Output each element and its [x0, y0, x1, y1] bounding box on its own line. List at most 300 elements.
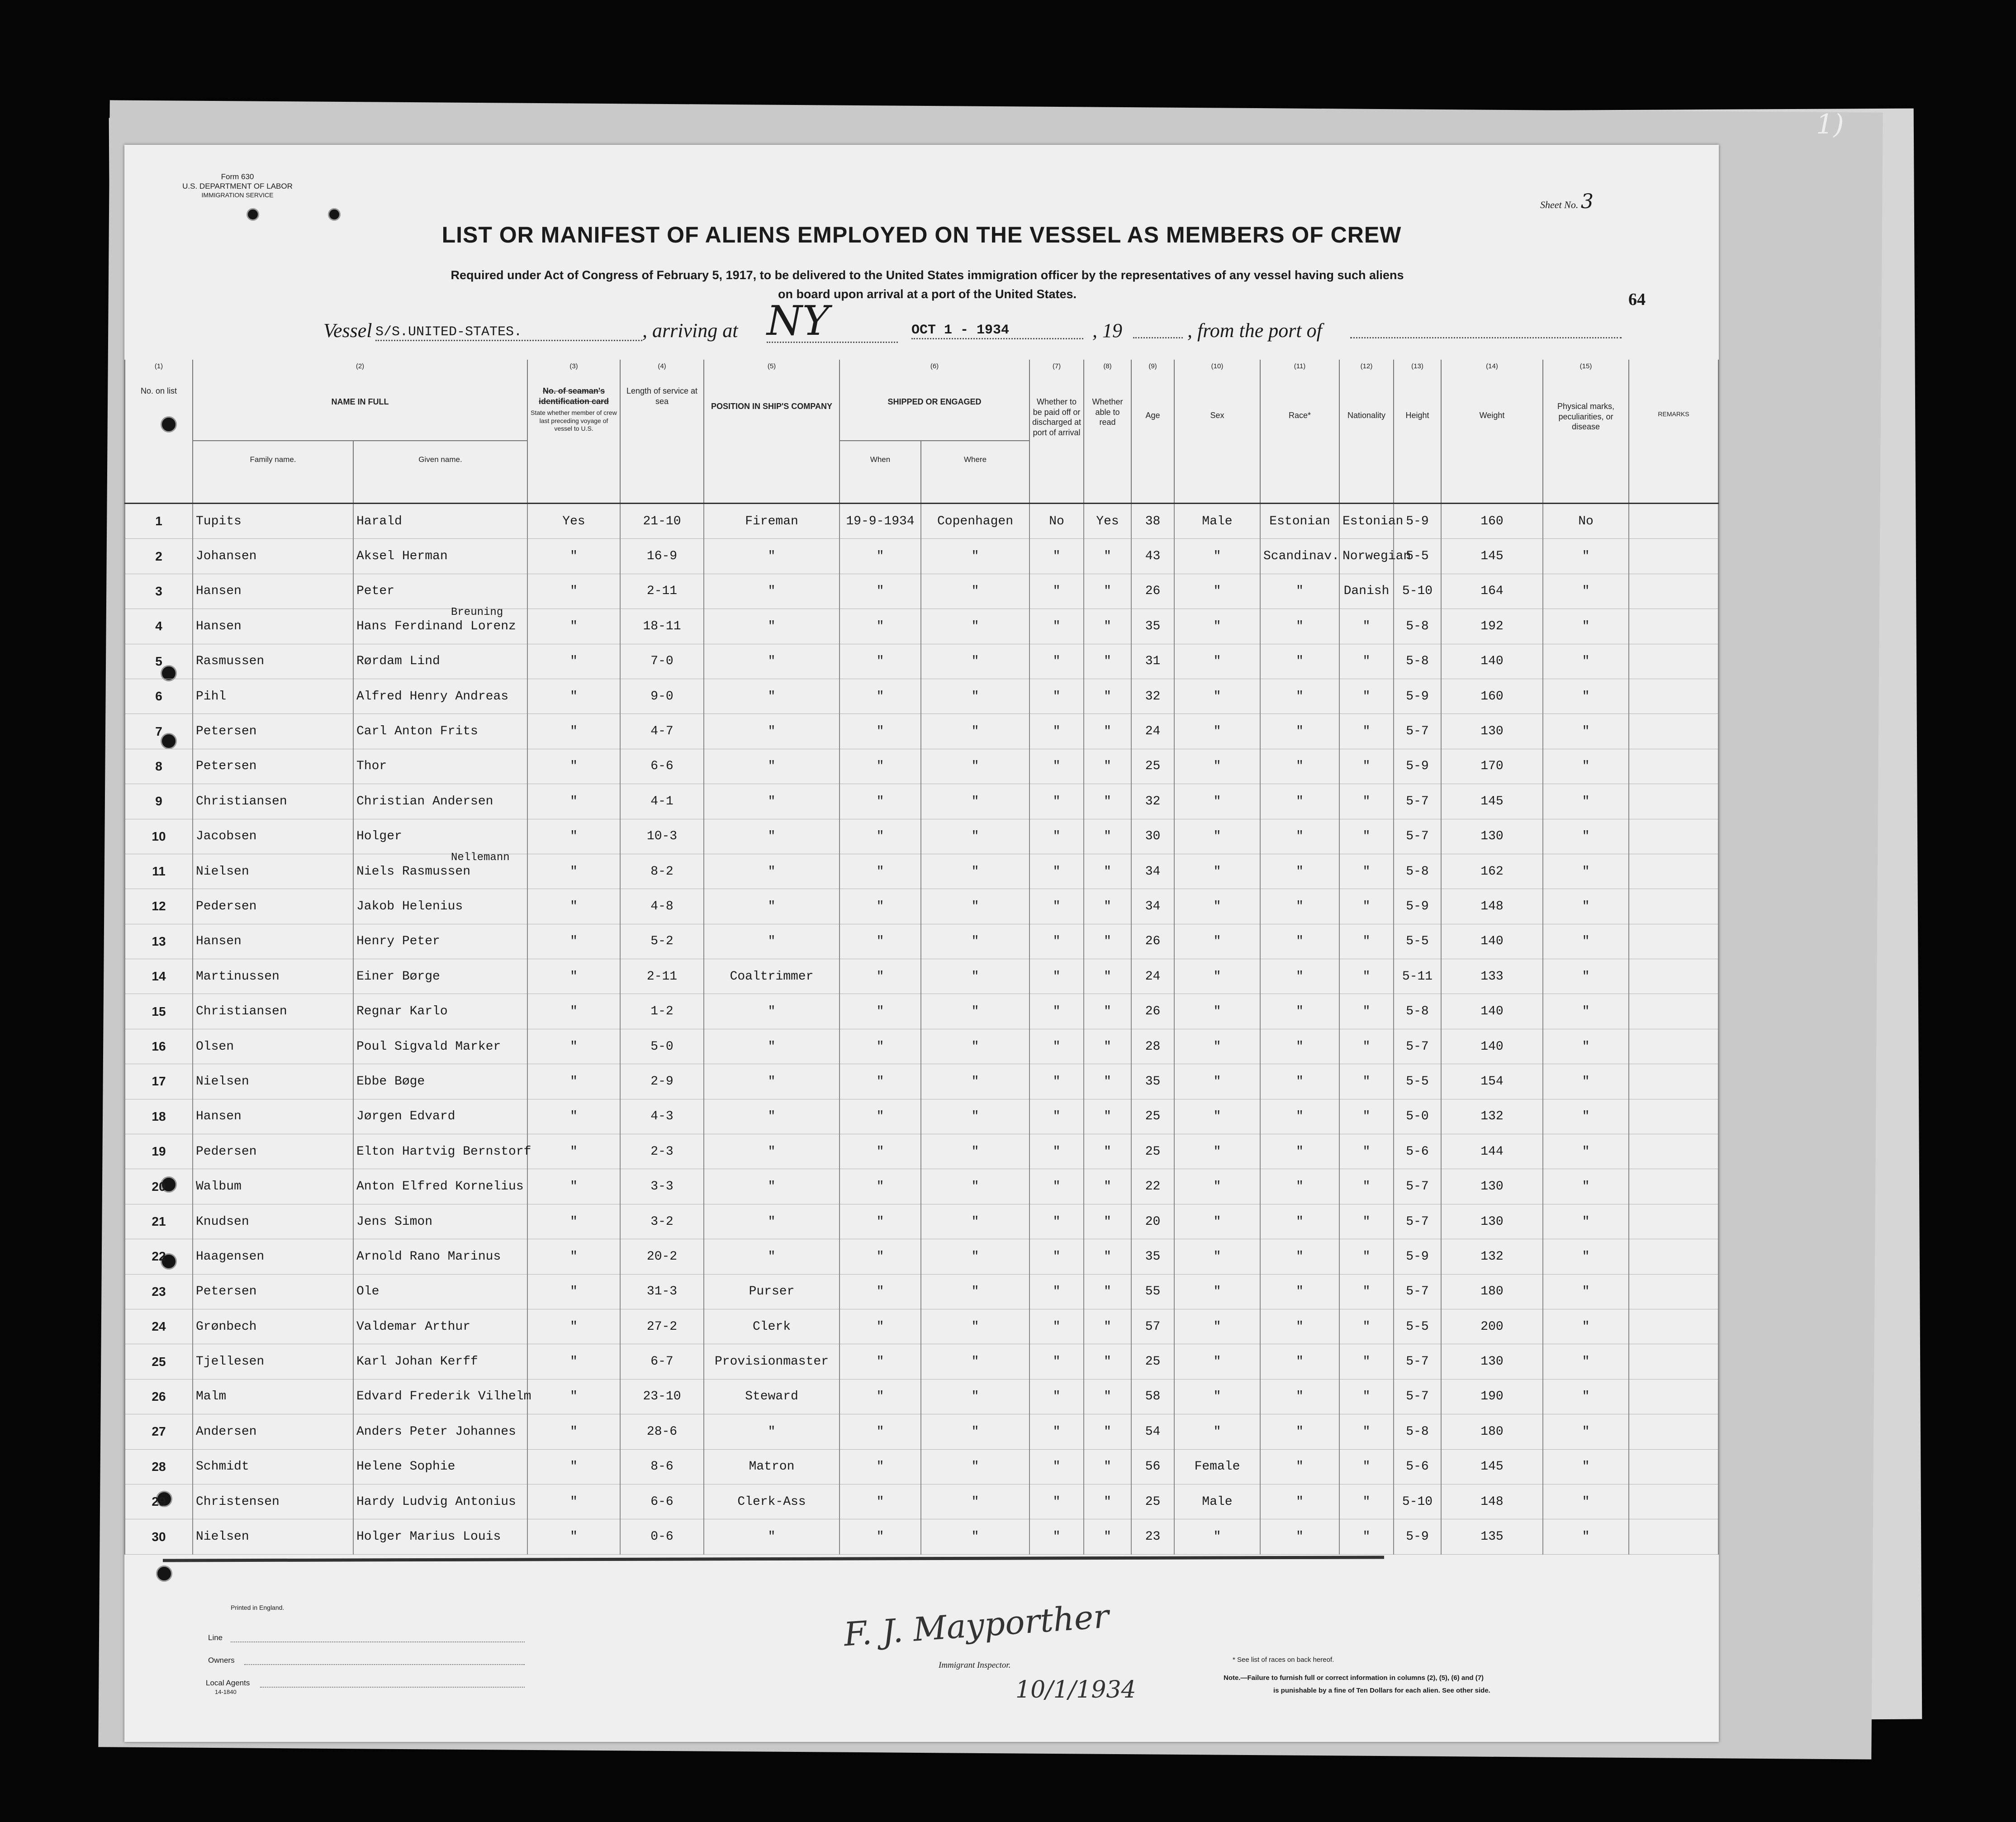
weight-cell: [1441, 1134, 1543, 1169]
length-of-service-value: 23-10: [643, 1389, 681, 1404]
weight-cell: [1441, 749, 1543, 784]
able-to-read-value: ": [1104, 1530, 1111, 1544]
height-value: 5-7: [1406, 1039, 1429, 1054]
race-value: ": [1296, 934, 1304, 949]
length-of-service-value: 5-2: [650, 934, 674, 949]
position-value: ": [768, 549, 776, 564]
paid-off-value: ": [1053, 689, 1061, 704]
remarks-cell: [1629, 504, 1718, 539]
sex-cell: [1174, 1344, 1260, 1379]
age-value: 35: [1145, 619, 1161, 633]
age-cell: [1131, 749, 1174, 784]
given-name-value: Elton Hartvig Bernstorf: [356, 1144, 531, 1159]
nationality-cell: [1339, 1029, 1394, 1064]
position-value: ": [768, 1039, 776, 1054]
family-name-cell: [193, 1099, 353, 1134]
family-name-value: Petersen: [196, 1284, 257, 1299]
able-to-read-cell: [1084, 854, 1131, 889]
nationality-cell: [1339, 1099, 1394, 1134]
paid-off-cell: [1029, 784, 1084, 819]
family-name-value: Pedersen: [196, 1144, 257, 1159]
sex-cell: [1174, 1064, 1260, 1099]
race-cell: [1260, 1029, 1339, 1064]
nationality-value: ": [1362, 1039, 1371, 1054]
paid-off-cell: [1029, 714, 1084, 749]
age-cell: [1131, 609, 1174, 644]
subtitle-line-1: Required under Act of Congress of February 5, 1917, to be delivered to the United States immigration officer by the representatives of any vessel having such aliens: [451, 268, 1404, 282]
able-to-read-value: ": [1104, 1180, 1111, 1194]
physical-marks-cell: [1543, 924, 1629, 959]
table-row: [125, 1484, 1718, 1519]
sex-cell: [1174, 819, 1260, 854]
nationality-cell: [1339, 819, 1394, 854]
shipped-where-value: ": [971, 864, 979, 879]
length-of-service-cell: [620, 819, 704, 854]
remarks-cell: [1629, 1274, 1718, 1309]
length-of-service-cell: [620, 1274, 704, 1309]
able-to-read-value: ": [1104, 1039, 1111, 1054]
given-name-value: Aksel Herman: [356, 549, 448, 564]
race-cell: [1260, 1344, 1339, 1379]
able-to-read-cell: [1084, 679, 1131, 714]
sex-value: ": [1213, 829, 1221, 844]
paid-off-value: ": [1053, 1355, 1061, 1369]
row-number-value: 6: [155, 689, 162, 704]
age-cell: [1131, 539, 1174, 574]
shipped-where-cell: [921, 1134, 1029, 1169]
nationality-cell: [1339, 679, 1394, 714]
family-name-cell: [193, 819, 353, 854]
race-cell: [1260, 1064, 1339, 1099]
length-of-service-cell: [620, 539, 704, 574]
shipped-when-value: ": [876, 934, 884, 949]
family-name-value: Hansen: [196, 934, 242, 949]
length-of-service-cell: [620, 1064, 704, 1099]
row-number-cell: [125, 679, 193, 714]
remarks-cell: [1629, 1064, 1718, 1099]
length-of-service-cell: [620, 749, 704, 784]
given-name-value: Peter: [356, 584, 395, 599]
table-row: [125, 539, 1718, 574]
column-number-row: [125, 360, 1718, 383]
race-cell: [1260, 1414, 1339, 1449]
previous-voyage-value: ": [570, 1144, 578, 1159]
shipped-where-cell: [921, 924, 1029, 959]
previous-voyage-value: ": [570, 549, 578, 564]
age-value: 56: [1145, 1460, 1161, 1474]
able-to-read-value: ": [1104, 969, 1111, 984]
crew-rows: [125, 504, 1718, 1555]
given-name-cell: [353, 1519, 527, 1554]
sex-value: Male: [1202, 514, 1233, 528]
weight-value: 180: [1480, 1424, 1504, 1439]
nationality-cell: [1339, 1344, 1394, 1379]
shipped-when-value: ": [876, 654, 884, 669]
family-name-cell: [193, 749, 353, 784]
shipped-when-value: ": [876, 584, 884, 599]
physical-marks-value: ": [1582, 794, 1590, 809]
nationality-cell: [1339, 1169, 1394, 1204]
table-row: [125, 504, 1718, 539]
family-name-value: Christiansen: [196, 794, 287, 809]
race-cell: [1260, 504, 1339, 539]
family-name-cell: [193, 854, 353, 889]
nationality-cell: [1339, 889, 1394, 924]
length-of-service-cell: [620, 994, 704, 1029]
shipped-where-value: ": [971, 689, 979, 704]
race-value: ": [1296, 724, 1304, 739]
table-row: [125, 574, 1718, 609]
age-value: 31: [1145, 654, 1161, 669]
remarks-cell: [1629, 1204, 1718, 1239]
family-name-cell: [193, 1309, 353, 1344]
family-name-value: Petersen: [196, 724, 257, 739]
physical-marks-value: ": [1582, 654, 1590, 669]
previous-voyage-value: Yes: [562, 514, 585, 528]
previous-voyage-cell: [527, 1414, 620, 1449]
able-to-read-cell: [1084, 504, 1131, 539]
form-number: Form 630: [221, 172, 254, 181]
height-value: 5-8: [1406, 1424, 1429, 1439]
row-number-cell: [125, 1064, 193, 1099]
previous-voyage-cell: [527, 644, 620, 679]
weight-cell: [1441, 1099, 1543, 1134]
previous-voyage-cell: [527, 679, 620, 714]
length-of-service-value: 1-2: [650, 1004, 674, 1019]
nationality-value: ": [1362, 1109, 1371, 1124]
table-row: [125, 1169, 1718, 1204]
given-name-value: Alfred Henry Andreas: [356, 689, 509, 704]
paid-off-cell: [1029, 1064, 1084, 1099]
family-name-cell: [193, 1134, 353, 1169]
shipped-when-value: ": [876, 969, 884, 984]
nationality-value: ": [1362, 864, 1371, 879]
given-name-cell: [353, 1484, 527, 1519]
shipped-where-value: ": [971, 1494, 979, 1509]
sex-cell: [1174, 1099, 1260, 1134]
paid-off-value: ": [1053, 1530, 1061, 1544]
length-of-service-cell: [620, 854, 704, 889]
length-of-service-value: 0-6: [650, 1530, 674, 1544]
weight-value: 164: [1480, 584, 1504, 599]
age-cell: [1131, 1414, 1174, 1449]
shipped-when-value: ": [876, 1004, 884, 1019]
sex-value: ": [1213, 549, 1221, 564]
shipped-where-cell: [921, 574, 1029, 609]
position-value: ": [768, 654, 776, 669]
age-value: 25: [1145, 1109, 1161, 1124]
able-to-read-value: ": [1104, 724, 1111, 739]
physical-marks-value: ": [1582, 1494, 1590, 1509]
family-name-value: Nielsen: [196, 864, 249, 879]
age-cell: [1131, 1239, 1174, 1274]
weight-cell: [1441, 679, 1543, 714]
shipped-when-value: ": [876, 1074, 884, 1089]
able-to-read-value: ": [1104, 759, 1111, 774]
position-cell: [704, 784, 840, 819]
weight-cell: [1441, 1064, 1543, 1099]
paid-off-value: ": [1053, 1180, 1061, 1194]
family-name-value: Tjellesen: [196, 1355, 265, 1369]
race-value: ": [1296, 1494, 1304, 1509]
previous-voyage-cell: [527, 504, 620, 539]
previous-voyage-value: ": [570, 724, 578, 739]
position-cell: [704, 644, 840, 679]
row-number-value: 26: [152, 1389, 166, 1403]
given-name-value: Hans Ferdinand Lorenz: [356, 619, 516, 633]
shipped-where-cell: [921, 539, 1029, 574]
inspector-label: Immigrant Inspector.: [939, 1660, 1011, 1670]
paid-off-value: ": [1053, 934, 1061, 949]
able-to-read-cell: [1084, 889, 1131, 924]
table-row: [125, 1099, 1718, 1134]
physical-marks-value: ": [1582, 1144, 1590, 1159]
remarks-cell: [1629, 1134, 1718, 1169]
nationality-value: Norwegian: [1342, 549, 1411, 564]
shipped-when-value: ": [876, 1144, 884, 1159]
paid-off-value: ": [1053, 724, 1061, 739]
age-value: 25: [1145, 1494, 1161, 1509]
table-row: [125, 819, 1718, 854]
nationality-cell: [1339, 1204, 1394, 1239]
family-name-value: Pedersen: [196, 899, 257, 913]
shipped-when-cell: [840, 784, 921, 819]
weight-cell: [1441, 959, 1543, 994]
length-of-service-cell: [620, 1519, 704, 1554]
weight-value: 192: [1480, 619, 1504, 633]
shipped-when-cell: [840, 1379, 921, 1414]
col-number: (14): [1441, 360, 1543, 383]
position-cell: [704, 1344, 840, 1379]
sex-cell: [1174, 574, 1260, 609]
able-to-read-cell: [1084, 1064, 1131, 1099]
able-to-read-value: ": [1104, 829, 1111, 844]
shipped-when-value: ": [876, 1039, 884, 1054]
given-name-value: Holger Marius Louis: [356, 1530, 501, 1544]
col-number: (8): [1084, 360, 1131, 383]
shipped-where-cell: [921, 1064, 1029, 1099]
previous-voyage-value: ": [570, 1180, 578, 1194]
sex-cell: [1174, 1274, 1260, 1309]
shipped-where-cell: [921, 819, 1029, 854]
paid-off-cell: [1029, 1204, 1084, 1239]
physical-marks-value: ": [1582, 1249, 1590, 1264]
nationality-value: ": [1362, 1424, 1371, 1439]
sex-cell: [1174, 1414, 1260, 1449]
height-cell: [1394, 1029, 1441, 1064]
previous-voyage-value: ": [570, 864, 578, 879]
remarks-cell: [1629, 1484, 1718, 1519]
able-to-read-value: ": [1104, 689, 1111, 704]
paid-off-value: ": [1053, 1424, 1061, 1439]
nationality-value: Danish: [1343, 584, 1390, 599]
position-cell: [704, 1414, 840, 1449]
form-header: [165, 172, 310, 199]
header-nationality: Nationality: [1339, 383, 1394, 504]
col-number: (10): [1174, 360, 1260, 383]
row-number-value: 18: [152, 1109, 166, 1123]
row-number-cell: [125, 1274, 193, 1309]
given-name-value: Niels Rasmussen: [356, 864, 471, 879]
nationality-cell: [1339, 1134, 1394, 1169]
shipped-where-value: ": [971, 1109, 979, 1124]
row-number-cell: [125, 1169, 193, 1204]
header-age: Age: [1131, 383, 1174, 504]
row-number-value: 4: [155, 619, 162, 633]
shipped-where-cell: [921, 1029, 1029, 1064]
length-of-service-cell: [620, 1134, 704, 1169]
nationality-value: ": [1362, 934, 1371, 949]
row-number-value: 8: [155, 759, 162, 773]
shipped-where-value: ": [971, 1355, 979, 1369]
given-name-cell: [353, 574, 527, 609]
nationality-cell: [1339, 504, 1404, 539]
nationality-cell: [1339, 574, 1394, 609]
able-to-read-value: ": [1104, 1249, 1111, 1264]
paid-off-cell: [1029, 504, 1084, 539]
shipped-when-value: ": [876, 1180, 884, 1194]
punch-hole: [328, 208, 341, 221]
row-number-value: 7: [155, 724, 162, 738]
race-cell: [1260, 1239, 1339, 1274]
paid-off-value: ": [1053, 899, 1061, 913]
shipped-when-value: ": [876, 1460, 884, 1474]
physical-marks-cell: [1543, 1239, 1629, 1274]
given-name-cell: [353, 1274, 527, 1309]
shipped-when-cell: [840, 1519, 921, 1554]
physical-marks-value: ": [1582, 1004, 1590, 1019]
family-name-cell: [193, 1274, 353, 1309]
family-name-cell: [193, 1484, 353, 1519]
row-number-cell: [125, 819, 193, 854]
able-to-read-value: ": [1104, 899, 1111, 913]
nationality-cell: [1339, 1239, 1394, 1274]
shipped-when-value: ": [876, 759, 884, 774]
subtitle-line-2: on board upon arrival at a port of the United States.: [778, 287, 1077, 301]
age-cell: [1131, 924, 1174, 959]
nationality-value: ": [1362, 1144, 1371, 1159]
weight-value: 148: [1480, 1494, 1504, 1509]
header-weight: Weight: [1441, 383, 1543, 504]
shipped-where-cell: [921, 994, 1029, 1029]
shipped-when-value: ": [876, 1284, 884, 1299]
shipped-when-cell: [840, 854, 921, 889]
age-value: 28: [1145, 1039, 1161, 1054]
given-name-value: Ole: [356, 1284, 379, 1299]
position-cell: [704, 574, 840, 609]
header-no-on-list: No. on list: [125, 383, 193, 504]
weight-cell: [1441, 819, 1543, 854]
shipped-where-cell: [921, 749, 1029, 784]
previous-voyage-value: ": [570, 1424, 578, 1439]
previous-voyage-value: ": [570, 969, 578, 984]
position-value: Provisionmaster: [714, 1355, 829, 1369]
previous-voyage-cell: [527, 1239, 620, 1274]
sex-cell: [1174, 1134, 1260, 1169]
weight-value: 144: [1480, 1144, 1504, 1159]
row-number-cell: [125, 1134, 193, 1169]
weight-value: 132: [1480, 1109, 1504, 1124]
able-to-read-cell: [1084, 1414, 1131, 1449]
row-number-cell: [125, 889, 193, 924]
previous-voyage-cell: [527, 1309, 620, 1344]
table-row: [125, 644, 1718, 679]
nationality-value: ": [1362, 1249, 1371, 1264]
nationality-value: ": [1362, 1004, 1371, 1019]
previous-voyage-value: ": [570, 1460, 578, 1474]
sex-value: ": [1213, 1284, 1221, 1299]
given-name-value: Carl Anton Frits: [356, 724, 478, 739]
able-to-read-value: ": [1104, 864, 1111, 879]
race-cell: [1260, 1519, 1339, 1554]
previous-voyage-value: ": [570, 1284, 578, 1299]
able-to-read-value: ": [1104, 1389, 1111, 1404]
sex-cell: [1174, 784, 1260, 819]
length-of-service-cell: [620, 1204, 704, 1239]
position-value: ": [768, 1144, 776, 1159]
header-id-card-struck: No. of seaman's identification card: [538, 386, 609, 406]
weight-value: 180: [1480, 1284, 1504, 1299]
shipped-where-value: ": [971, 759, 979, 774]
sex-value: ": [1213, 1109, 1221, 1124]
physical-marks-value: ": [1582, 899, 1590, 913]
length-of-service-cell: [620, 889, 704, 924]
given-name-cell: [353, 851, 527, 889]
agents-label: Local Agents: [206, 1679, 250, 1687]
age-cell: [1131, 1379, 1174, 1414]
header-sex: Sex: [1174, 383, 1260, 504]
nationality-cell: [1339, 749, 1394, 784]
sex-cell: [1174, 1169, 1260, 1204]
age-cell: [1131, 679, 1174, 714]
race-cell: [1260, 1449, 1339, 1484]
race-cell: [1260, 1099, 1339, 1134]
row-number-value: 10: [152, 829, 166, 843]
height-value: 5-0: [1406, 1109, 1429, 1124]
line-label: Line: [208, 1633, 223, 1642]
physical-marks-value: ": [1582, 1284, 1590, 1299]
height-cell: [1394, 1449, 1441, 1484]
sex-value: ": [1213, 934, 1221, 949]
age-cell: [1131, 854, 1174, 889]
height-value: 5-5: [1406, 1319, 1429, 1334]
length-of-service-cell: [620, 679, 704, 714]
nationality-value: ": [1362, 1355, 1371, 1369]
header-physical: Physical marks, peculiarities, or disease: [1543, 383, 1629, 504]
sex-cell: [1174, 959, 1260, 994]
row-number-value: 5: [155, 654, 162, 668]
shipped-when-value: ": [876, 689, 884, 704]
weight-value: 130: [1480, 1355, 1504, 1369]
physical-marks-cell: [1543, 1519, 1629, 1554]
shipped-where-value: ": [971, 829, 979, 844]
signature-date: 10/1/1934: [1015, 1676, 1136, 1703]
weight-value: 145: [1480, 794, 1504, 809]
position-value: ": [768, 1109, 776, 1124]
previous-voyage-value: ": [570, 654, 578, 669]
shipped-where-cell: [921, 1484, 1029, 1519]
table-row: [125, 994, 1718, 1029]
header-id-card-note: State whether member of crew last preceding voyage of vessel to U.S.: [531, 409, 617, 432]
length-of-service-cell: [620, 1099, 704, 1134]
given-name-cell: [353, 959, 527, 994]
shipped-when-cell: [840, 1344, 921, 1379]
position-cell: [704, 1169, 840, 1204]
table-row: [125, 1064, 1718, 1099]
header-remarks: REMARKS: [1629, 383, 1718, 504]
height-cell: [1394, 819, 1441, 854]
shipped-when-value: ": [876, 1389, 884, 1404]
